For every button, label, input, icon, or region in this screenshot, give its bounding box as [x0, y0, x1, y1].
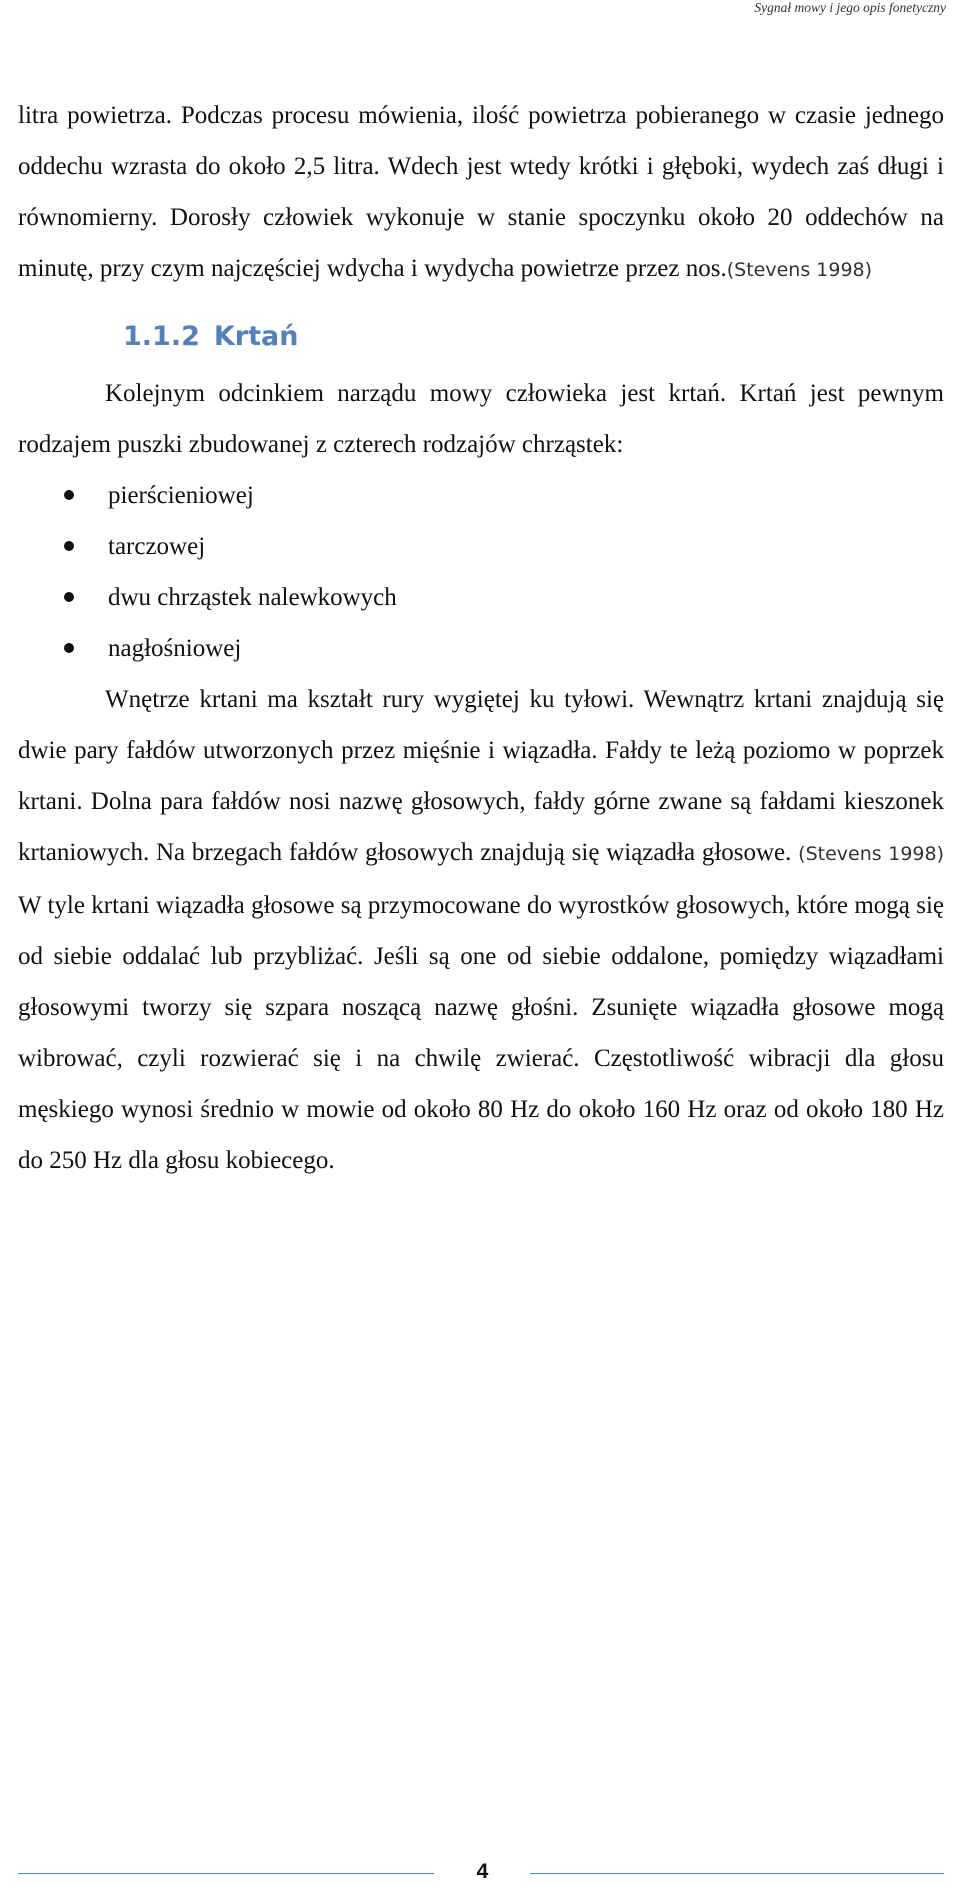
section-number: 1.1.2 [123, 321, 200, 352]
bullet-icon [64, 643, 74, 653]
paragraph-breathing [18, 90, 944, 296]
paragraph-text: W tyle krtani wiązadła głosowe są przymocowane do wyrostków głosowych, które mogą się od siebie oddalać lub przybliżać. Jeśli są one od siebie oddalone, pomiędzy wiązadłami głosowymi tworzy się szpara noszącą nazwę głośni. Zsunięte wiązadła głosowe mogą wibrować, czyli rozwierać się i na chwilę zwierać. Częstotliwość wibracji dla głosu męskiego wynosi średnio w mowie od około 80 Hz do około 160 Hz oraz od około 180 Hz do 250 Hz dla głosu kobiecego. [18, 892, 944, 1174]
list-item-label: dwu chrząstek nalewkowych [108, 584, 397, 611]
running-header: Sygnał mowy i jego opis fonetyczny [754, 0, 946, 15]
paragraph-text: Wnętrze krtani ma kształt rury wygiętej ku tyłowi. Wewnątrz krtani znajdują się dwie pary fałdów utworzonych przez mięśnie i wiązadła. Fałdy te leżą poziomo w poprzek krtani. Dolna para fałdów nosi nazwę głosowych, fałdy górne zwane są fałdami kieszonek krtaniowych. Na brzegach fałdów głosowych znajdują się wiązadła głosowe. [18, 686, 944, 866]
cartilage-list [18, 470, 944, 674]
list-item-label: nagłośniowej [108, 635, 242, 662]
citation: (Stevens 1998) [726, 259, 873, 281]
list-item [18, 572, 944, 623]
bullet-icon [64, 490, 74, 500]
list-item [18, 470, 944, 521]
page-number: 4 [476, 1860, 489, 1883]
footer-rule-left [18, 1873, 434, 1874]
page-footer [0, 1862, 960, 1886]
bullet-icon [64, 592, 74, 602]
section-heading [123, 306, 944, 368]
citation: (Stevens 1998) [798, 843, 944, 865]
paragraph-larynx-intro: Kolejnym odcinkiem narządu mowy człowieka jest krtań. Krtań jest pewnym rodzajem puszki zbudowanej z czterech rodzajów chrząstek: [18, 380, 944, 458]
list-item [18, 521, 944, 572]
list-item-label: pierścieniowej [108, 482, 254, 509]
paragraph-larynx-details [18, 674, 944, 1186]
bullet-icon [64, 541, 74, 551]
list-item [18, 623, 944, 674]
footer-rule-right [530, 1873, 944, 1874]
paragraph-text: litra powietrza. Podczas procesu mówienia, ilość powietrza pobieranego w czasie jednego oddechu wzrasta do około 2,5 litra. Wdech jest wtedy krótki i głęboki, wydech zaś długi i równomierny. Dorosły człowiek wykonuje w stanie spoczynku około 20 oddechów na minutę, przy czym najczęściej wdycha i wydycha powietrze przez nos. [18, 102, 944, 282]
list-item-label: tarczowej [108, 533, 206, 560]
page-body [18, 90, 944, 1186]
section-title: Krtań [213, 321, 299, 352]
